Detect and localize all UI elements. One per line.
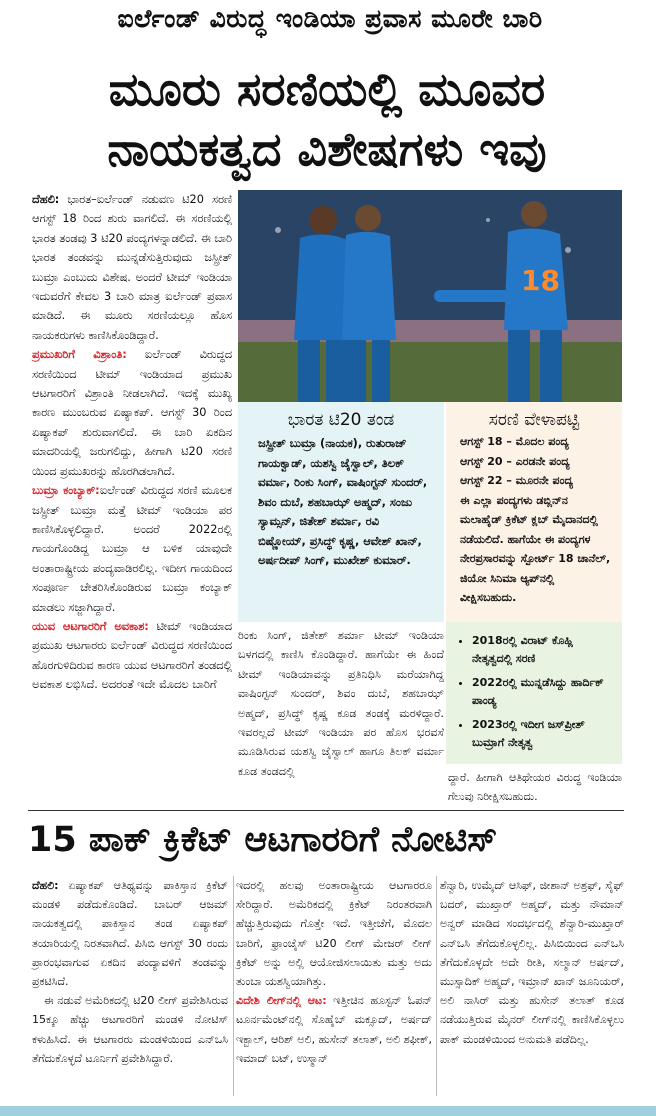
pak-paragraph-1-text: ಏಷ್ಯಾಕಪ್ ಆತಿಥ್ಯವನ್ನು ಪಾಕಿಸ್ತಾನ ಕ್ರಿಕೆಟ್ ಮಂಡಳಿ ಪಡೆದುಕೊಂಡಿದೆ. ಬಾಬರ್ ಆಜಮ್ ನಾಯಕತ್ವದಲ್ಲಿ ಪಾಕಿಸ್ತಾನ ತಂಡ ಏಷ್ಯಾಕಪ್ ತಯಾರಿಯಲ್ಲಿ ನಿರತವಾಗಿದೆ. ಪಿಸಿಬಿ ಆಗಸ್ಟ್ 30 ರಂದು ಪ್ರಾರಂಭವಾಗುವ ಏಕದಿನ ಪಂದ್ಯಾವಳಿಗೆ ತಂಡವನ್ನು ಪ್ರಕಟಿಸಿದೆ. (32, 879, 228, 989)
paragraph-1 (32, 190, 232, 345)
squad-box-body: ಜಸ್ಪ್ರೀತ್ ಬುಮ್ರಾ (ನಾಯಕ), ರುತುರಾಜ್ ಗಾಯಕ್ವಾಡ್, ಯಶಸ್ವಿ ಜೈಸ್ವಾಲ್, ತಿಲಕ್ ವರ್ಮಾ, ರಿಂಕು ಸಿಂಗ್, ವಾಷಿಂಗ್ಟನ್ ಸುಂದರ್, ಶಿವಂ ದುಬೆ, ಶಹಬಾಝ್ ಅಹ್ಮದ್, ಸಂಜು ಸ್ಯಾಮ್ಸನ್, ಜಿತೇಶ್ ಶರ್ಮಾ, ರವಿ ಬಿಷ್ಣೋಯ್, ಪ್ರಸಿದ್ಧ್ ಕೃಷ್ಣ, ಆವೇಶ್ ಖಾನ್, ಅರ್ಷದೀಪ್ ಸಿಂಗ್, ಮುಖೇಶ್ ಕುಮಾರ್. (258, 437, 428, 567)
subhead-bumrah: ಬುಮ್ರಾ ಕಂಬ್ಯಾಕ್: (32, 484, 100, 498)
list-item: • 2018ರಲ್ಲಿ ವಿರಾಟ್ ಕೊಹ್ಲಿ ನೇತೃತ್ವದಲ್ಲಿ ಸರಣಿ (472, 632, 614, 668)
pak-notice-headline: 15 ಪಾಕ್ ಕ್ರಿಕೆಟ್ ಆಟಗಾರರಿಗೆ ನೋಟಿಸ್ (28, 820, 498, 860)
subhead-youth: ಯುವ ಆಟಗಾರರಿಗೆ ಅವಕಾಶ: (32, 619, 149, 633)
series-schedule-box (446, 402, 622, 622)
squad-box-title: ಭಾರತ ಟಿ20 ತಂಡ (287, 410, 395, 430)
article-column-2: ರಿಂಕು ಸಿಂಗ್, ಜಿತೇಶ್ ಶರ್ಮಾ ಟೀಮ್ ಇಂಡಿಯಾ ಬಳಗದಲ್ಲಿ ಕಾಣಿಸಿ ಕೊಂಡಿದ್ದಾರೆ. ಹಾಗೆಯೇ ಈ ಹಿಂದೆ ಟೀಮ್ ಇಂಡಿಯಾವನ್ನು ಪ್ರತಿನಿಧಿಸಿ ಮರೆಯಾಗಿದ್ದ ವಾಷಿಂಗ್ಟನ್ ಸುಂದರ್, ಶಿವಂ ದುಬೆ, ಶಹಬಾಝ್ ಅಹ್ಮದ್, ಪ್ರಸಿದ್ಧ್ ಕೃಷ್ಣ ಕೂಡ ತಂಡಕ್ಕೆ ಮರಳಿದ್ದಾರೆ. ಇವರಲ್ಲದೆ ಟೀಮ್ ಇಂಡಿಯಾ ಪರ ಹೊಸ ಭರವಸೆ ಮೂಡಿಸಿರುವ ಯಶಸ್ವಿ ಜೈಸ್ವಾಲ್ ಹಾಗೂ ತಿಲಕ್ ವರ್ಮಾ ಕೂಡ ತಂಡದಲ್ಲಿ (238, 629, 444, 778)
pak-paragraph-1 (32, 876, 228, 991)
captains-history-box (446, 622, 622, 764)
schedule-line: ಆಗಸ್ಟ್ 18 – ಮೊದಲ ಪಂದ್ಯ (460, 435, 569, 448)
list-item: • 2022ರಲ್ಲಿ ಮುನ್ನಡೆಸಿದ್ದು ಹಾರ್ದಿಕ್ ಪಾಂಡ್ಯ (472, 674, 614, 710)
subhead-foreign-league: ವಿದೇಶಿ ಲೀಗ್‌ನಲ್ಲಿ ಆಟ: (236, 994, 327, 1008)
schedule-note: ಈ ಎಲ್ಲಾ ಪಂದ್ಯಗಳು ಡಬ್ಲಿನ್‌ನ ಮಲಾಹೈಡ್ ಕ್ರಿಕೆಟ್ ಕ್ಲಬ್ ಮೈದಾನದಲ್ಲಿ ನಡೆಯಲಿದೆ. ಹಾಗೆಯೇ ಈ ಪಂದ್ಯಗಳ ನೇರಪ್ರಸಾರವನ್ನು ಸ್ಪೋರ್ಟ್ 18 ಚಾನೆಲ್, ಜಿಯೋ ಸಿನಿಮಾ ಆ್ಯಪ್‌ನಲ್ಲಿ ವೀಕ್ಷಿಸಬಹುದು. (460, 493, 611, 604)
pak-article-column-3: ಶೆನ್ವಾರಿ, ಉಮೈದ್ ಆಸಿಫ್, ಜೀಶಾನ್ ಅಶ್ರಫ್, ಸೈಫ್ ಬದರ್, ಮುಖ್ತಾರ್ ಅಹ್ಮದ್, ಮತ್ತು ನೌಮಾನ್ ಅನ್ವರ್ ಮಾಡಿದ ಸಂದರ್ಭದಲ್ಲಿ ಶೆನ್ವಾರಿ-ಮುಖ್ತಾರ್ ಎನ್‌ಒಸಿ ತೆಗೆದುಕೊಳ್ಳಲಿಲ್ಲ. ಪಿಸಿಬಿಯಿಂದ ಎನ್‌ಒಸಿ ತೆಗೆದುಕೊಳ್ಳದೇ ಅದೇ ರೀತಿ, ಸಲ್ಮಾನ್ ಅರ್ಷದ್, ಮುಸ್ಸಾದಿಕ್ ಅಹ್ಮದ್, ಇಮ್ರಾನ್ ಖಾನ್ ಜೂನಿಯರ್, ಅಲಿ ನಾಸಿರ್ ಮತ್ತು ಹುಸೇನ್ ತಲಾತ್ ಕೂಡ ನಡೆಯುತ್ತಿರುವ ಮೈನರ್ ಲೀಗ್‌ನಲ್ಲಿ ಕಾಣಿಸಿಕೊಳ್ಳಲು ಪಾಕ್ ಮಂಡಳಿಯಿಂದ ಅನುಮತಿ ಪಡೆದಿಲ್ಲ. (440, 879, 624, 1046)
subhead-rest: ಪ್ರಮುಖರಿಗೆ ವಿಶ್ರಾಂತಿ: (32, 348, 127, 362)
paragraph-4-text: ಟೀಮ್ ಇಂಡಿಯಾದ ಪ್ರಮುಖ ಆಟಗಾರರು ಐರ್ಲೆಂಡ್ ವಿರುದ್ಧದ ಸರಣಿಯಿಂದ ಹೊರಗುಳಿದಿರುವ ಕಾರಣ ಯುವ ಆಟಗಾರರಿಗೆ ತಂಡದಲ್ಲಿ ಅವಕಾಶ ಲಭಿಸಿದೆ. ಅದರಂತೆ ಇದೇ ಮೊದಲ ಬಾರಿಗೆ (32, 619, 232, 692)
pak-article-column-2 (236, 876, 432, 1068)
captains-list (446, 622, 622, 752)
article-headline-line-2: ನಾಯಕತ್ವದ ವಿಶೇಷಗಳು ಇವು (107, 122, 547, 176)
paragraph-4 (32, 617, 232, 695)
column-divider (436, 876, 437, 1096)
article-headline-line-1: ಮೂರು ಸರಣಿಯಲ್ಲಿ ಮೂವರ (108, 62, 546, 116)
players-illustration (238, 190, 622, 402)
paragraph-1-text: ಭಾರತ–ಐರ್ಲೆಂಡ್ ನಡುವಣ ಟಿ20 ಸರಣಿ ಆಗಸ್ಟ್ 18 ರಿಂದ ಶುರು ವಾಗಲಿದೆ. ಈ ಸರಣಿಯಲ್ಲಿ ಭಾರತ ತಂಡವು 3 ಟಿ20 ಪಂದ್ಯಗಳನ್ನಾಡಲಿದೆ. ಈ ಬಾರಿ ಭಾರತ ತಂಡವನ್ನು ಮುನ್ನಡೆಸುತ್ತಿರುವುದು ಜಸ್ಪ್ರೀತ್ ಬುಮ್ರಾ ಎಂಬುದು ವಿಶೇಷ. ಅಂದರೆ ಟೀಮ್ ಇಂಡಿಯಾ ಇದುವರೆಗೆ ಕೇವಲ 3 ಬಾರಿ ಮಾತ್ರ ಐರ್ಲೆಂಡ್ ಪ್ರವಾಸ ಮಾಡಿದೆ. ಈ ಮೂರು ಸರಣಿಯಲ್ಲೂ ಹೊಸ ನಾಯಕರುಗಳು ಕಾಣಿಸಿಕೊಂಡಿದ್ದಾರೆ. (32, 193, 232, 342)
cricket-players-photo (238, 190, 622, 402)
article-column-3: ದ್ದಾರೆ. ಹೀಗಾಗಿ ಆತಿಥೇಯರ ವಿರುದ್ಧ ಇಂಡಿಯಾ ಗೆಲುವು ನಿರೀಕ್ಷಿಸಬಹುದು. (448, 771, 622, 804)
dateline: ದೆಹಲಿ: (32, 193, 60, 206)
pak-article-column-1 (32, 876, 228, 1068)
schedule-line: ಆಗಸ್ಟ್ 22 – ಮೂರನೇ ಪಂದ್ಯ (460, 474, 574, 487)
dateline: ದೆಹಲಿ: (32, 879, 59, 892)
india-t20-squad-box (238, 402, 444, 622)
pak-paragraph-2: ಈ ನಡುವೆ ಅಮೆರಿಕದಲ್ಲಿ ಟಿ20 ಲೀಗ್ ಪ್ರವೇಶಿಸಿರುವ 15ಕ್ಕೂ ಹೆಚ್ಚು ಆಟಗಾರರಿಗೆ ಮಂಡಳಿ ನೋಟಿಸ್ ಕಳುಹಿಸಿದೆ. ಈ ಆಟಗಾರರು ಮಂಡಳಿಯಿಂದ ಎನ್‌ಒಸಿ ತೆಗೆದುಕೊಳ್ಳದೆ ಟೂರ್ನಿಗೆ ಪ್ರವೇಶಿಸಿದ್ದಾರೆ. (32, 994, 228, 1065)
paragraph-3 (32, 481, 232, 617)
paragraph-2 (32, 345, 232, 481)
pak-paragraph-4-text: ಇತ್ತೀಚಿನ ಹೂಸ್ಟನ್ ಓಪನ್ ಟೂರ್ನಮೆಂಟ್‌ನಲ್ಲಿ ಸೊಹೈಬ್ ಮಕ್ಸೂದ್, ಅರ್ಷದ್ ಇಕ್ಬಾಲ್, ಆರಿಶ್ ಅಲಿ, ಹುಸೇನ್ ತಲಾತ್, ಅಲಿ ಶಫೀಕ್, ಇಮಾದ್ ಬಟ್, ಉಸ್ಮಾನ್ (236, 994, 432, 1065)
schedule-box-title: ಸರಣಿ ವೇಳಾಪಟ್ಟಿ (488, 410, 580, 430)
paragraph-2-text: ಐರ್ಲೆಂಡ್ ವಿರುದ್ಧದ ಸರಣಿಯಿಂದ ಟೀಮ್ ಇಂಡಿಯಾದ ಪ್ರಮುಖ ಆಟಗಾರರಿಗೆ ವಿಶ್ರಾಂತಿ ನೀಡಲಾಗಿದೆ. ಇದಕ್ಕೆ ಮುಖ್ಯ ಕಾರಣ ಮುಂಬರುವ ಏಷ್ಯಾಕಪ್. ಆಗಸ್ಟ್ 30 ರಿಂದ ಏಷ್ಯಾಕಪ್ ಶುರುವಾಗಲಿದೆ. ಈ ಬಾರಿ ಏಕದಿನ ಮಾದರಿಯಲ್ಲಿ ಜರುಗಲಿದ್ದು, ಹೀಗಾಗಿ ಟಿ20 ಸರಣಿ ಯಿಂದ ಪ್ರಮುಖರನ್ನು ಹೊರಗಿಡಲಾಗಿದೆ. (32, 348, 233, 478)
schedule-box-body (446, 430, 622, 608)
pak-paragraph-3: ಇದರಲ್ಲಿ ಹಲವು ಅಂತಾರಾಷ್ಟ್ರೀಯ ಆಟಗಾರರೂ ಸೇರಿದ್ದಾರೆ. ಅಮೆರಿಕದಲ್ಲಿ ಕ್ರಿಕೆಟ್ ನಿರಂತರವಾಗಿ ಹೆಚ್ಚುತ್ತಿರುವುದು ಗೊತ್ತೇ ಇದೆ. ಇತ್ತೀಚೆಗೆ, ಮೊದಲ ಬಾರಿಗೆ, ಫ್ರಾಂಚೈಸ್ ಟಿ20 ಲೀಗ್ ಮೇಜರ್ ಲೀಗ್ ಕ್ರಿಕೆಟ್ ಅನ್ನು ಅಲ್ಲಿ ಆಯೋಜಿಸಲಾಯಿತು ಮತ್ತು ಅದು ತುಂಬಾ ಯಶಸ್ವಿಯಾಗಿತ್ತು. (236, 879, 432, 989)
article-column-1 (32, 190, 232, 695)
svg-text:18: 18 (521, 264, 560, 297)
page-bottom-strip (0, 1106, 656, 1116)
article-kicker: ಐರ್ಲೆಂಡ್ ವಿರುದ್ಧ ಇಂಡಿಯಾ ಪ್ರವಾಸ ಮೂರೇ ಬಾರಿ (117, 4, 543, 33)
schedule-line: ಆಗಸ್ಟ್ 20 – ಎರಡನೇ ಪಂದ್ಯ (460, 454, 570, 468)
list-item: • 2023ರಲ್ಲಿ ಇದೀಗ ಜಸ್‌ಪ್ರೀತ್ ಬುಮ್ರಾಗೆ ನೇತೃತ್ವ (472, 716, 614, 752)
column-divider (233, 876, 234, 1096)
section-divider (28, 810, 624, 811)
paragraph-3-text: ಐರ್ಲೆಂಡ್ ವಿರುದ್ಧದ ಸರಣಿ ಮೂಲಕ ಜಸ್ಪ್ರೀತ್ ಬುಮ್ರಾ ಮತ್ತೆ ಟೀಮ್ ಇಂಡಿಯಾ ಪರ ಕಾಣಿಸಿಕೊಳ್ಳಲಿದ್ದಾರೆ. ಅಂದರೆ 2022ರಲ್ಲಿ ಗಾಯಗೊಂಡಿದ್ದ ಬುಮ್ರಾ ಆ ಬಳಿಕ ಯಾವುದೇ ಅಂತಾರಾಷ್ಟ್ರೀಯ ಪಂದ್ಯವಾಡಿರಲಿಲ್ಲ. ಇದೀಗ ಗಾಯದಿಂದ ಸಂಪೂರ್ಣ ಚೇತರಿಸಿಕೊಂಡಿರುವ ಬುಮ್ರಾ ಕಂಬ್ಯಾಕ್ ಮಾಡಲು ಸಜ್ಜಾಗಿದ್ದಾರೆ. (32, 484, 233, 614)
pak-paragraph-4 (236, 991, 432, 1068)
